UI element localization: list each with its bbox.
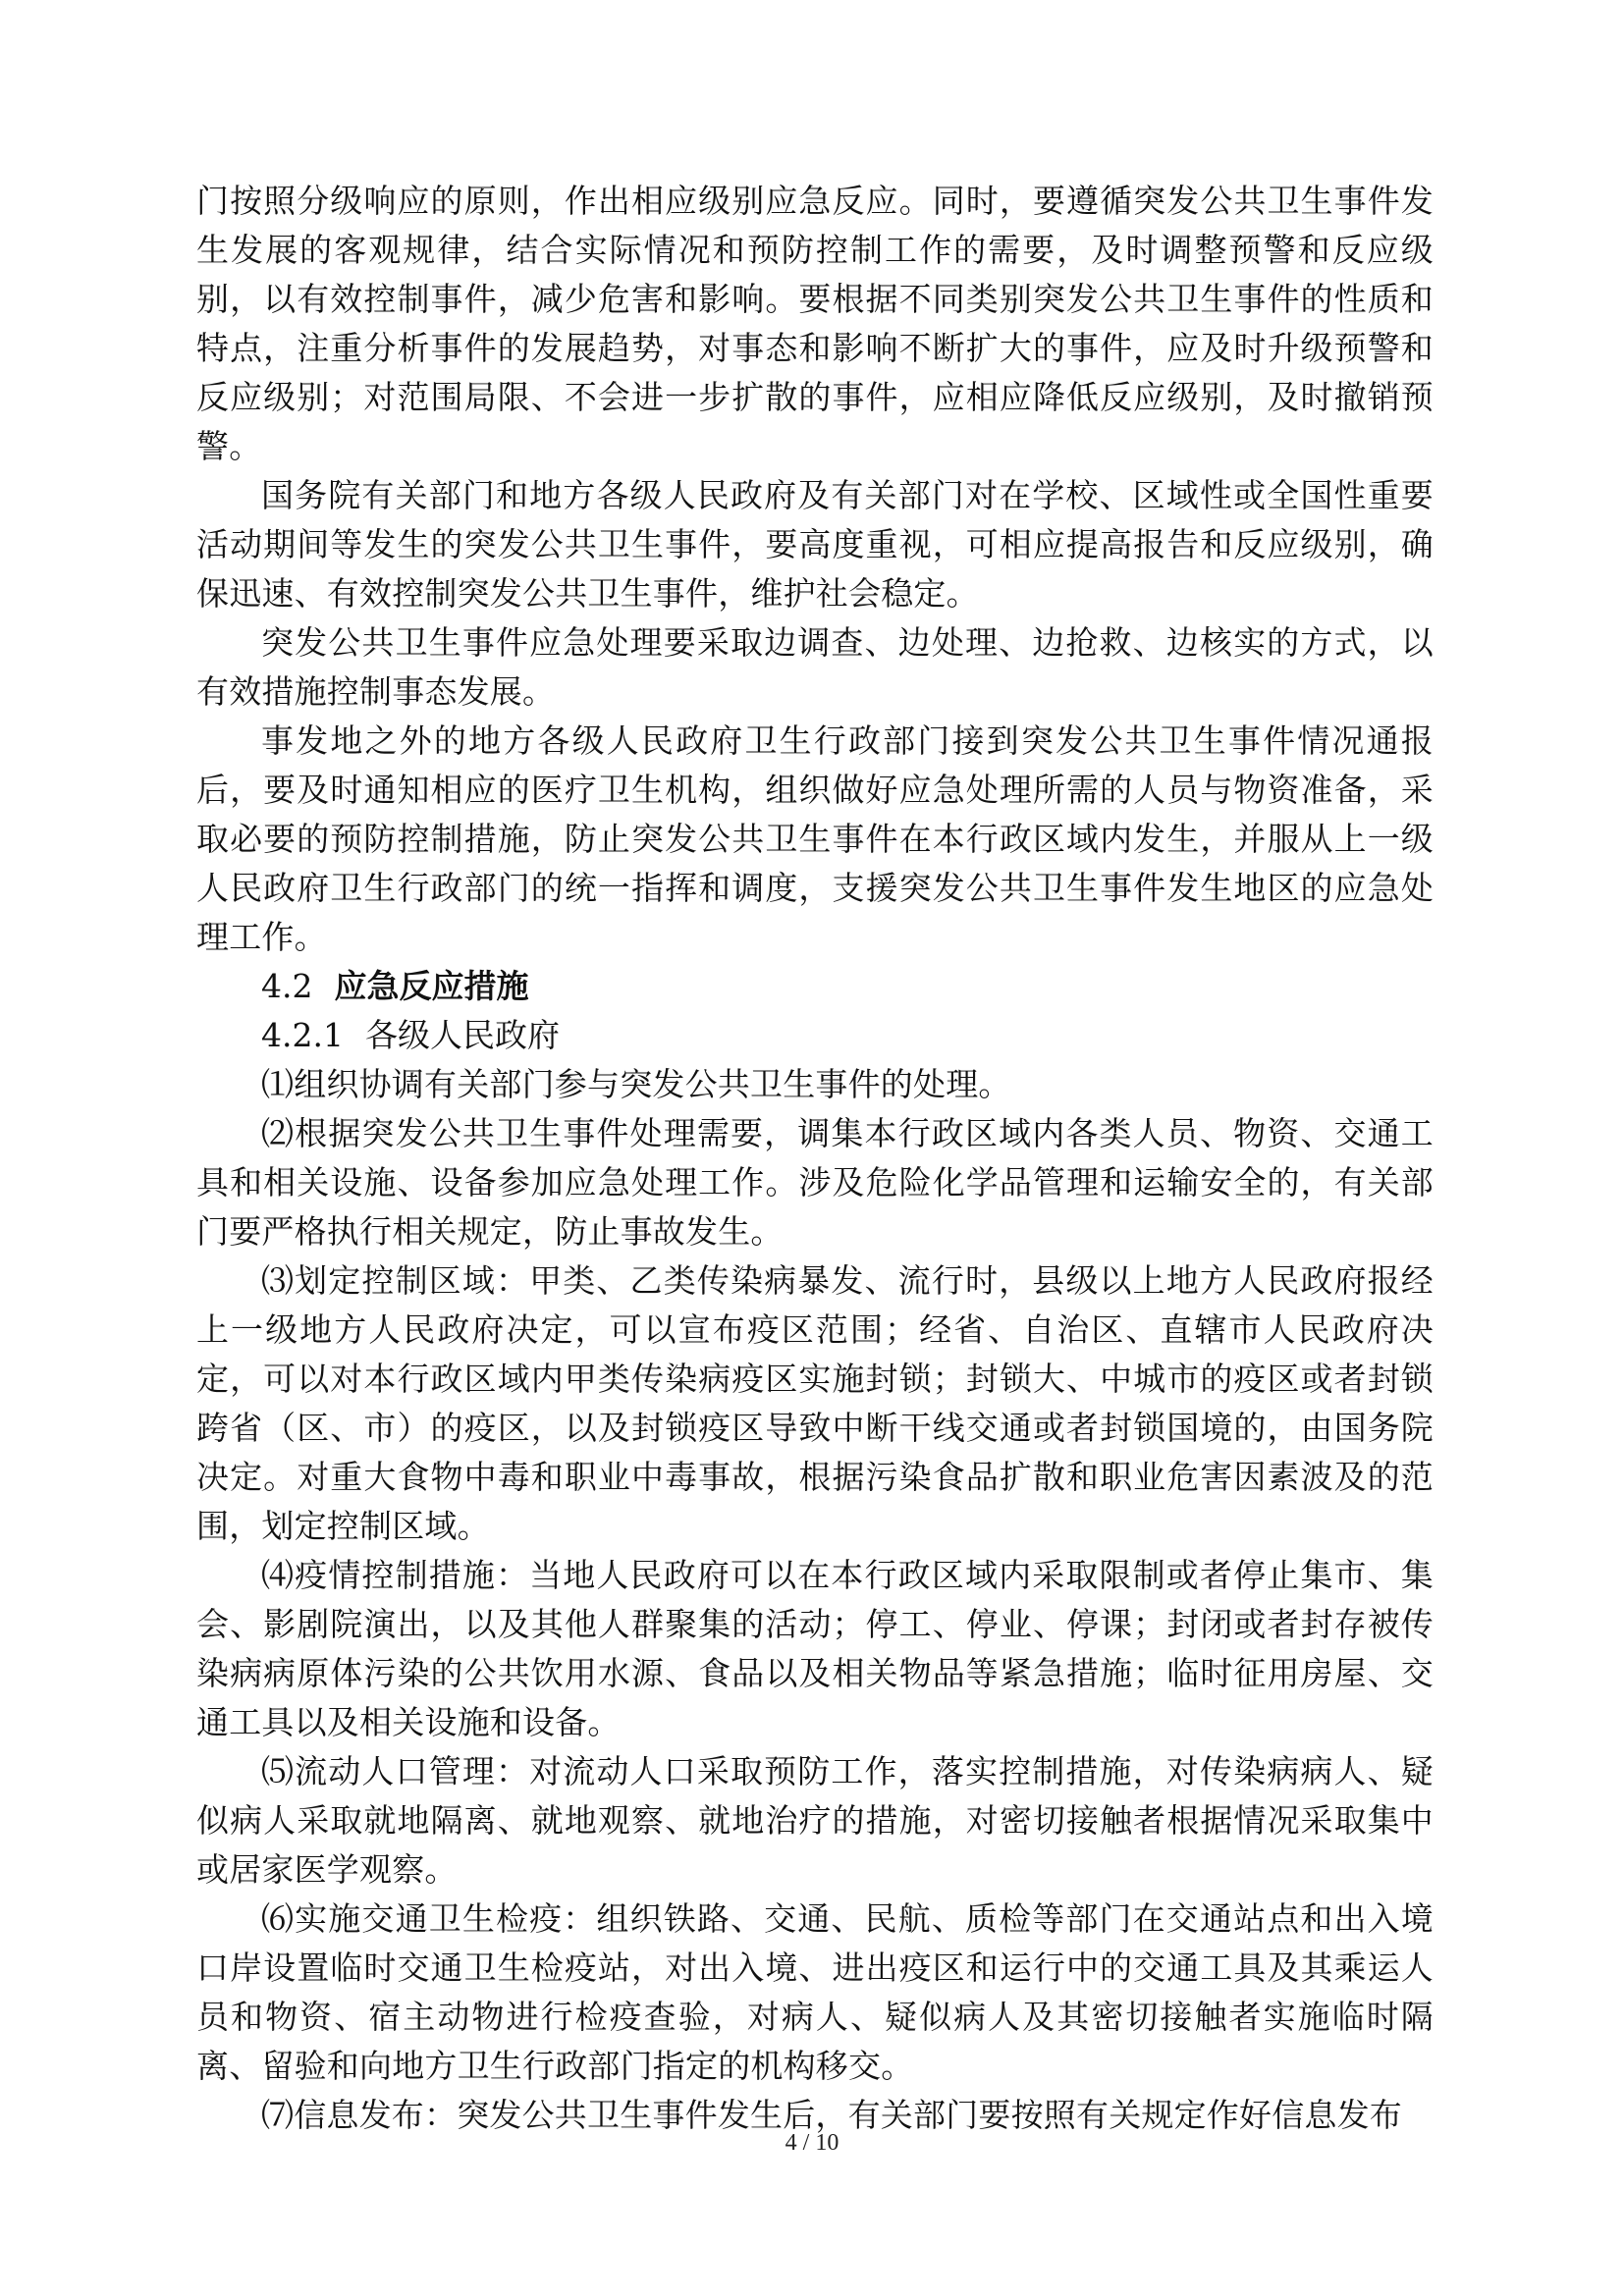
subsection-number: 4.2.1 (261, 1016, 344, 1054)
paragraph: 国务院有关部门和地方各级人民政府及有关部门对在学校、区域性或全国性重要活动期间等发生的突发公共卫生事件，要高度重视，可相应提高报告和反应级别，确保迅速、有效控制突发公共卫生事件，维护社会稳定。 (196, 476, 1434, 613)
list-item: ⑷疫情控制措施：当地人民政府可以在本行政区域内采取限制或者停止集市、集会、影剧院演出，以及其他人群聚集的活动；停工、停业、停课；封闭或者封存被传染病病原体污染的公共饮用水源、食品以及相关物品等紧急措施；临时征用房屋、交通工具以及相关设施和设备。 (196, 1556, 1434, 1741)
paragraph: 事发地之外的地方各级人民政府卫生行政部门接到突发公共卫生事件情况通报后，要及时通知相应的医疗卫生机构，组织做好应急处理所需的人员与物资准备，采取必要的预防控制措施，防止突发公共卫生事件在本行政区域内发生，并服从上一级人民政府卫生行政部门的统一指挥和调度，支援突发公共卫生事件发生地区的应急处理工作。 (196, 721, 1434, 956)
paragraph-continued: 门按照分级响应的原则，作出相应级别应急反应。同时，要遵循突发公共卫生事件发生发展的客观规律，结合实际情况和预防控制工作的需要，及时调整预警和反应级别，以有效控制事件，减少危害和影响。要根据不同类别突发公共卫生事件的性质和特点，注重分析事件的发展趋势，对事态和影响不断扩大的事件，应及时升级预警和反应级别；对范围局限、不会进一步扩散的事件，应相应降低反应级别，及时撤销预警。 (196, 182, 1434, 465)
section-heading (196, 962, 1434, 1011)
list-item: ⑸流动人口管理：对流动人口采取预防工作，落实控制措施，对传染病病人、疑似病人采取就地隔离、就地观察、就地治疗的措施，对密切接触者根据情况采取集中或居家医学观察。 (196, 1752, 1434, 1889)
subsection-heading (196, 1011, 1434, 1060)
paragraph: 突发公共卫生事件应急处理要采取边调查、边处理、边抢救、边核实的方式，以有效措施控制事态发展。 (196, 623, 1434, 711)
section-title: 应急反应措施 (334, 967, 529, 1005)
list-item: ⑶划定控制区域：甲类、乙类传染病暴发、流行时，县级以上地方人民政府报经上一级地方人民政府决定，可以宣布疫区范围；经省、自治区、直辖市人民政府决定，可以对本行政区域内甲类传染病疫区实施封锁；封锁大、中城市的疫区或者封锁跨省（区、市）的疫区，以及封锁疫区导致中断干线交通或者封锁国境的，由国务院决定。对重大食物中毒和职业中毒事故，根据污染食品扩散和职业危害因素波及的范围，划定控制区域。 (196, 1261, 1434, 1545)
subsection-title: 各级人民政府 (364, 1016, 560, 1054)
list-item: ⑵根据突发公共卫生事件处理需要，调集本行政区域内各类人员、物资、交通工具和相关设施、设备参加应急处理工作。涉及危险化学品管理和运输安全的，有关部门要严格执行相关规定，防止事故发生。 (196, 1114, 1434, 1251)
list-item: ⑺信息发布：突发公共卫生事件发生后，有关部门要按照有关规定作好信息发布 (261, 2096, 1402, 2134)
page-number: 4 / 10 (785, 2130, 839, 2156)
document-body (196, 177, 1434, 2140)
list-item: ⑴组织协调有关部门参与突发公共卫生事件的处理。 (261, 1065, 1011, 1103)
list-item: ⑹实施交通卫生检疫：组织铁路、交通、民航、质检等部门在交通站点和出入境口岸设置临时交通卫生检疫站，对出入境、进出疫区和运行中的交通工具及其乘运人员和物资、宿主动物进行检疫查验，对病人、疑似病人及其密切接触者实施临时隔离、留验和向地方卫生行政部门指定的机构移交。 (196, 1899, 1434, 2085)
section-number: 4.2 (261, 967, 313, 1005)
